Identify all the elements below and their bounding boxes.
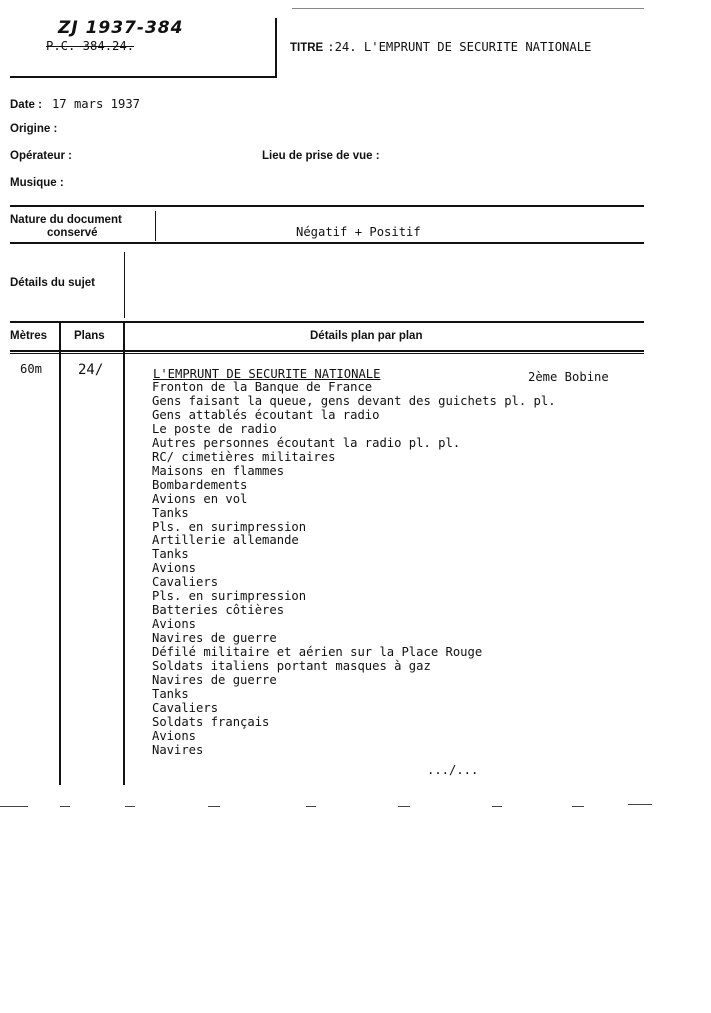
table-header-rule [10, 350, 644, 352]
bottom-dash [306, 806, 316, 807]
date-value: 17 mars 1937 [51, 97, 141, 111]
handwritten-reference: ZJ 1937-384 [58, 18, 184, 38]
nature-top-rule [10, 205, 644, 207]
title-row [290, 38, 591, 56]
bottom-dash [208, 806, 220, 807]
details-list [152, 381, 556, 758]
list-item: Soldats italiens portant masques à gaz [152, 659, 431, 674]
list-item: Fronton de la Banque de France [152, 380, 373, 394]
nature-bottom-rule [10, 242, 644, 244]
list-item: Tanks [152, 686, 189, 701]
col-plans-header: Plans [74, 330, 105, 342]
bottom-dash [398, 806, 410, 807]
list-item: Cavaliers [152, 700, 219, 715]
list-item: Défilé militaire et aérien sur la Place Rouge [152, 645, 483, 660]
lieu-label: Lieu de prise de vue : [262, 150, 380, 162]
list-item: Tanks [152, 547, 189, 562]
bottom-dash [60, 806, 70, 807]
continuation-mark: .../... [427, 763, 479, 777]
nature-label-line1: Nature du document [10, 214, 122, 226]
list-item: Artillerie allemande [152, 533, 299, 548]
col-divider-2 [123, 323, 125, 785]
bottom-dash [628, 804, 652, 805]
list-item: Cavaliers [152, 575, 219, 590]
table-header-rule-2 [10, 353, 644, 354]
list-item: Gens attablés écoutant la radio [152, 407, 380, 422]
titre-label: TITRE [290, 42, 324, 54]
details-sujet-label: Détails du sujet [10, 277, 95, 289]
nature-brace [155, 211, 156, 241]
list-item: Bombardements [152, 477, 248, 492]
bottom-dash [572, 806, 584, 807]
list-item: RC/ cimetières militaires [152, 449, 336, 464]
old-reference: P.C. 384.24. [46, 39, 135, 53]
list-item: Navires [152, 742, 204, 757]
date-row [10, 95, 140, 113]
origine-label: Origine : [10, 123, 58, 135]
list-item: Pls. en surimpression [152, 519, 307, 534]
list-item: Avions [152, 728, 197, 743]
list-item: Tanks [152, 505, 189, 520]
list-item: Pls. en surimpression [152, 589, 307, 604]
list-item: Maisons en flammes [152, 463, 285, 478]
list-item: Avions [152, 561, 197, 576]
list-item: Navires de guerre [152, 631, 277, 646]
list-item: Soldats français [152, 714, 270, 729]
header-box-divider [275, 18, 277, 78]
col-metres-header: Mètres [10, 330, 48, 342]
header-bottom-rule [10, 76, 276, 78]
list-item: Batteries côtières [152, 603, 285, 618]
details-title-line: L'EMPRUNT DE SECURITE NATIONALE [153, 367, 381, 381]
bottom-dash [125, 806, 135, 807]
plans-value: 24/ [78, 362, 104, 378]
table-top-rule [10, 321, 644, 323]
bottom-dash [492, 806, 502, 807]
list-item: Gens faisant la queue, gens devant des guichets pl. pl. [152, 393, 556, 408]
musique-label: Musique : [10, 177, 64, 189]
nature-label-line2: conservé [47, 227, 98, 239]
list-item: Le poste de radio [152, 421, 277, 436]
operateur-label: Opérateur : [10, 150, 72, 162]
metres-value: 60m [20, 362, 43, 376]
col-details-header: Détails plan par plan [310, 330, 423, 342]
titre-value: :24. L'EMPRUNT DE SECURITE NATIONALE [327, 40, 592, 54]
list-item: Avions [152, 617, 197, 632]
nature-value: Négatif + Positif [296, 225, 421, 239]
date-label: Date : [10, 99, 42, 111]
header-top-rule [292, 8, 644, 9]
bottom-dash [0, 806, 28, 807]
list-item: Autres personnes écoutant la radio pl. pl. [152, 435, 461, 450]
bobine-label: 2ème Bobine [528, 370, 609, 384]
list-item: Navires de guerre [152, 673, 277, 688]
list-item: Avions en vol [152, 491, 248, 506]
col-divider-1 [59, 323, 61, 785]
details-sujet-brace [124, 252, 125, 318]
